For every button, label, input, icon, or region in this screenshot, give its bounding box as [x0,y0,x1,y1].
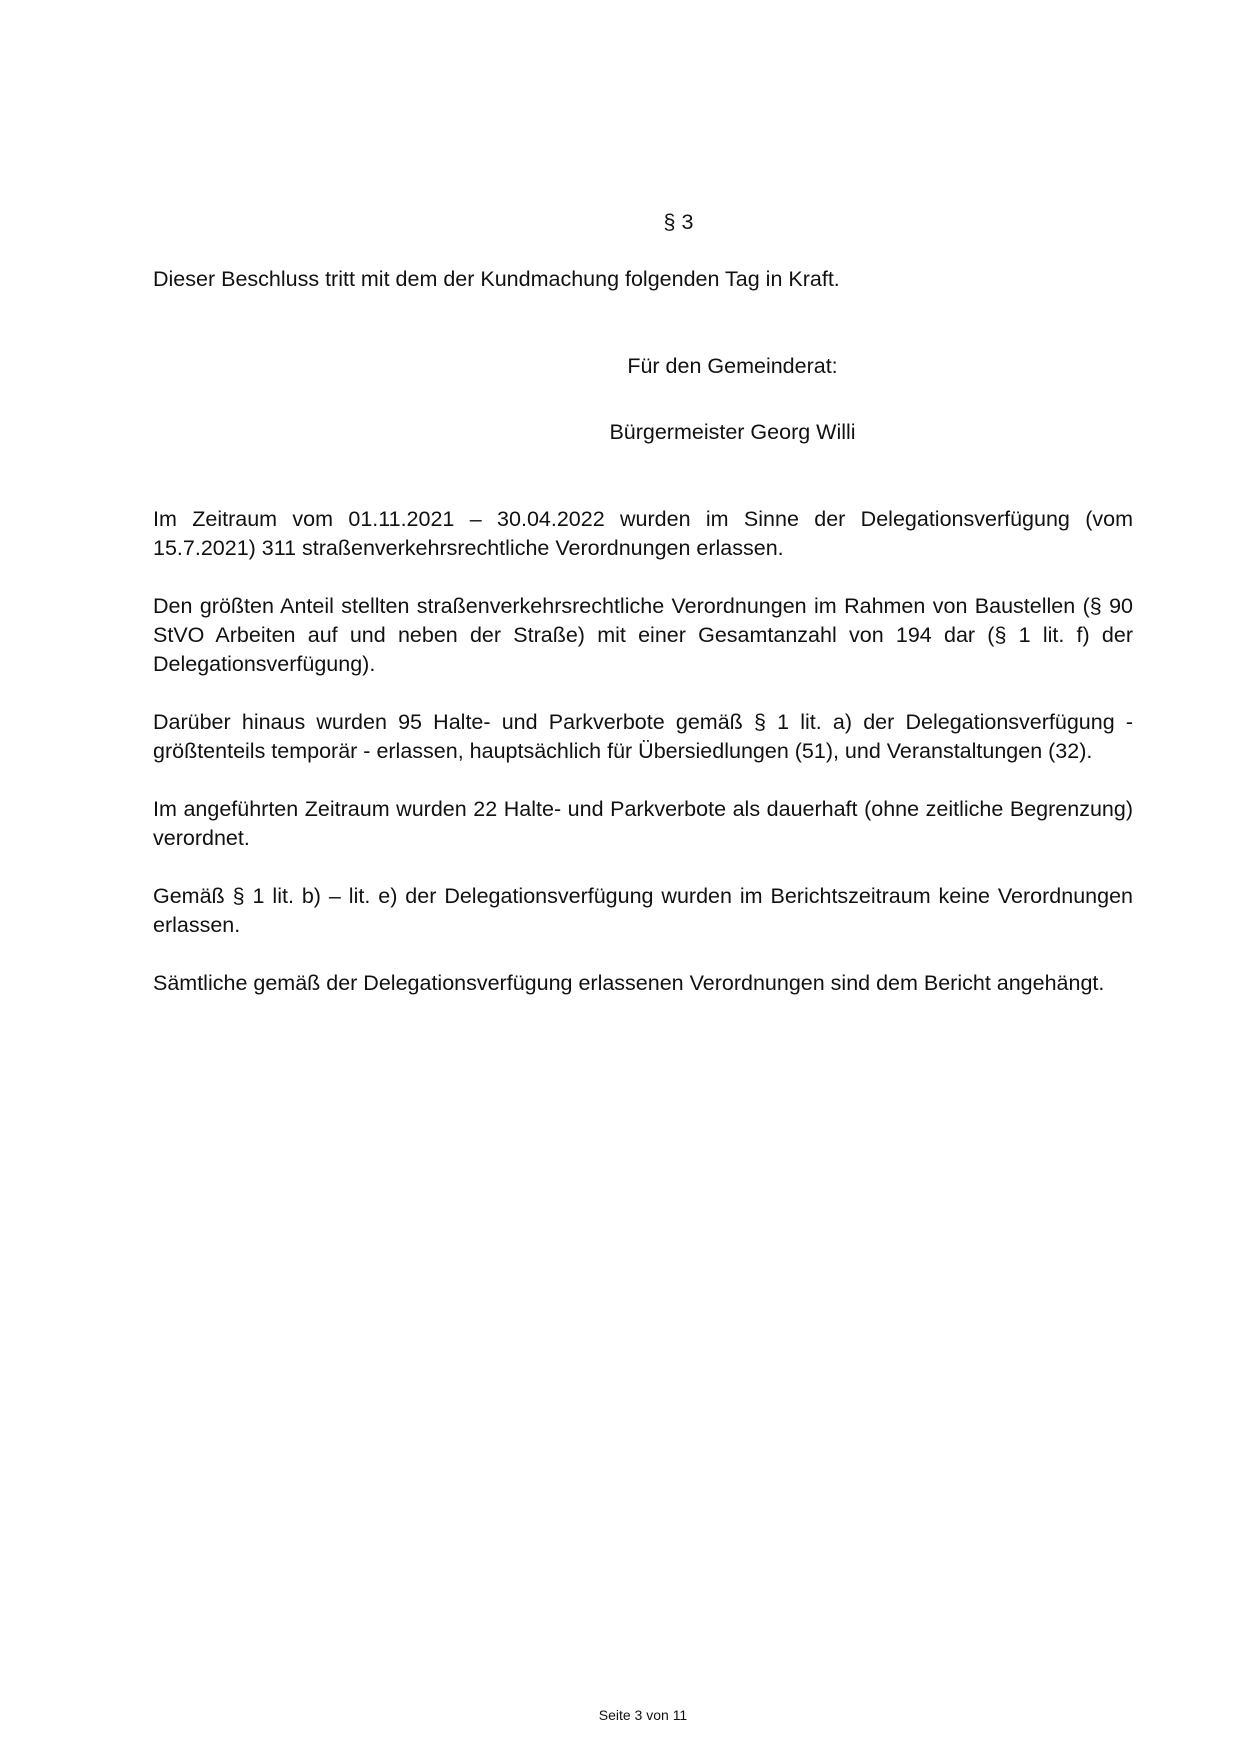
report-paragraph-parking-bans: Darüber hinaus wurden 95 Halte- und Parkverbote gemäß § 1 lit. a) der Delegationsverfügung - größtenteils temporär - erlassen, hauptsächlich für Übersiedlungen (51), und Veranstaltungen (32). [153,710,1133,763]
report-paragraph-construction: Den größten Anteil stellten straßenverkehrsrechtliche Verordnungen im Rahmen von Baustellen (§ 90 StVO Arbeiten auf und neben der Straße) mit einer Gesamtanzahl von 194 dar (§ 1 lit. f) der Delegationsverfügung). [153,594,1133,676]
mayor-signature-line: Bürgermeister Georg Willi [609,420,856,444]
for-council-label: Für den Gemeinderat: [627,354,838,378]
report-paragraph-attachments: Sämtliche gemäß der Delegationsverfügung erlassenen Verordnungen sind dem Bericht angehängt. [153,971,1105,995]
report-paragraph-period: Im Zeitraum vom 01.11.2021 – 30.04.2022 wurden im Sinne der Delegationsverfügung (vom 15.7.2021) 311 straßenverkehrsrechtliche Verordnungen erlassen. [153,507,1133,560]
section-text: Dieser Beschluss tritt mit dem der Kundmachung folgenden Tag in Kraft. [153,267,840,291]
report-paragraph-permanent-bans: Im angeführten Zeitraum wurden 22 Halte- und Parkverbote als dauerhaft (ohne zeitliche Begrenzung) verordnet. [153,797,1133,850]
page-number: Seite 3 von 11 [598,1707,688,1723]
section-heading: § 3 [663,210,694,234]
report-paragraph-no-ordinances: Gemäß § 1 lit. b) – lit. e) der Delegationsverfügung wurden im Berichtszeitraum keine Verordnungen erlassen. [153,884,1133,937]
